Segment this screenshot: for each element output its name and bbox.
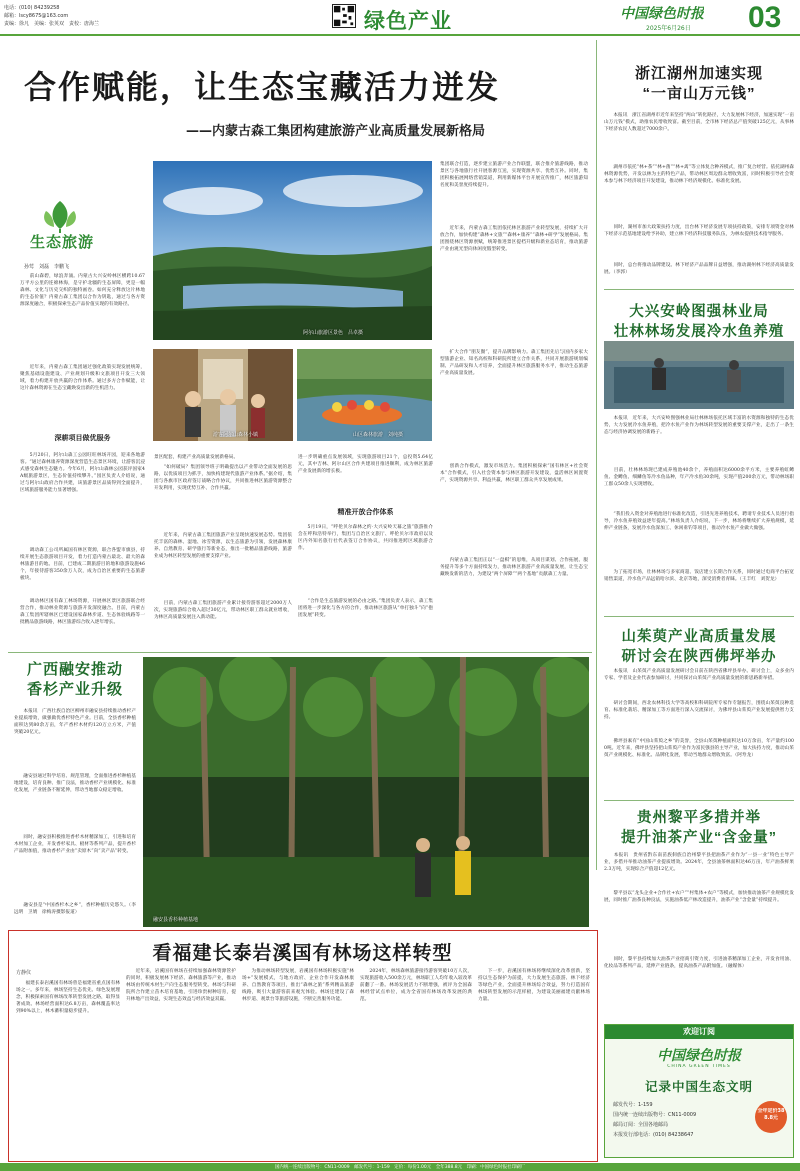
page-number: 03 [748,1,782,34]
daxinganling-p1: 本报讯 近年来，大兴安岭图强林业局壮林林场依托区域丰富的水资源和独特的生态优势，大力发展冷水鱼养殖，把冷水鱼产业作为林场转型发展的重要支撑产业，走出了一条生态与经济协调发展的新路子。 [604,416,794,436]
masthead-rule [0,34,800,36]
lead-photo-caption-1: 阿尔山旅游区景色 吕卓摄 [303,330,364,336]
ad-price: 全年定价388.8元 [757,1108,785,1121]
ecotourism-label: 生态旅游 [30,234,95,251]
guangxi-p3: 同时，融安县积极推进香杉木材精深加工，引进和培育木材加工企业，开发香杉家具、板材等系列产品，提升香杉产品附加值，推动香杉产业由“卖原木”向“卖产品”转变。 [14,835,136,855]
guangxi-photo-caption: 融安县香杉种植基地 [153,917,199,923]
lead-col2-p2: “如何破局？集团领导班子明确提出以产业带动全面发展的思路，以优质项目为抓手，加快构建现代旅游产业体系。”据介绍，集团与各旗市区政府签订战略合作协议，共同推进林区旅游资源整合开发利用，实现优势互补、合作共赢。 [154,465,292,492]
lead-col4-p3: 扩大合作“朋友圈”，提升品牌影响力。森工集团先后与国内多家大型旅游企业、知名高校和科研院所建立合作关系，共同开展旅游规划编制、产品研发和人才培养，全面提升林区旅游服务水平，推动生态旅游产业高质量发展。 [440,350,588,377]
daxinganling-headline-2: 壮林林场发展冷水鱼养殖 [613,324,785,340]
ecotourism-badge [20,195,130,255]
lead-subheadline: ——内蒙古森工集团构建旅游产业高质量发展新格局 [186,124,486,139]
section-title: 绿色产业 [364,10,452,33]
masthead-phone: 电话：(010) 84239258 [4,5,60,11]
shanzhuyu-p2: 研讨会期间，西北农林科技大学等高校和科研院所专家作专题报告，围绕山茱萸良种选育、标准化栽培、精深加工等方面进行深入交流探讨，为佛坪县山茱萸产业发展提供智力支持。 [604,701,794,721]
lead-col1-p2: 近年来，内蒙古森工集团通过强化政策实现发展统筹，聚焦基础设施建设、产业规划升级和文旅项目开发三大领域，着力构建开放共赢的合作体系。通过多方合作赋能，让这片森林资源在生态宝藏焕发出新的生机活力。 [20,365,145,392]
guangxi-headline-2: 香杉产业升级 [26,681,123,698]
guizhou-p2: 黎平县以“龙头企业+合作社+农户”“村集体+农户”等模式，加快推动油茶产业规模化发展，同时推广油茶良种良法，实施油茶低产林改造提升，油茶产业“含金量”持续提升。 [604,891,794,904]
daxinganling-headline-1: 大兴安岭图强林业局 [629,304,769,320]
masthead-editors: 责编：徐凡 美编：张英双 责校：唐海兰 [4,21,100,27]
guizhou-p1: 本报讯 贵州省黔东南苗族侗族自治州黎平县把油茶产业作为“一县一业”特色主导产业，多措并举推动油茶产业提质增效。2024年，全县油茶林面积达46万亩，年产油茶鲜果2.3万吨，实现综合产值超12亿元。 [604,853,794,873]
ad-line3: 本报发行部电话：(010) 84238647 [613,1132,694,1138]
ad-price-badge [755,1101,787,1133]
lead-col4-p5: 内蒙古森工集团正以“一盘棋”的思维，从项目谋划、合作拓展、服务提升等多个方面持续发力，推动林区旅游产业高质量发展，让生态宝藏焕发新的活力，为建设“两个屏障”“两个基地”贡献森工力量。 [440,558,588,578]
guangxi-p2: 融安县通过科学培育、规范管理，全面推进香杉种植基地建设，培育良种、推广良法，推动香杉产业规模化、标准化发展，产业链条不断延伸，带动当地群众稳定增收。 [14,774,136,794]
lead-photo-visitors [153,349,293,441]
lead-photo-rafting [297,349,432,441]
daxinganling-p2: 目前，壮林林场现已建成养殖池40余个，养殖面积达6000余平方米，主要养殖虹鳟鱼、金鳟鱼、细鳞鱼等冷水鱼品种，年产冷水鱼30余吨，实现产值200余万元，带动林场职工群众50余人实现增收。 [604,468,794,488]
zhejiang-p2: 湖州市依托“林+茶”“林+菌”“林+禽”等立体复合种养模式，推广复合经营。依托湖州森林资源优势，开发以林为主的特色产品，带动林区周边群众增收致富，同时积极引导社会资本参与林下经济项目开发建设，推动林下经济规模化、标准化发展。 [604,165,794,185]
daxinganling-p4: 为了拓宽市场，壮林林场与多家商超、饭店建立长期合作关系，同时通过电商平台拓宽销售渠道，冷水鱼产品远销哈尔滨、北京等地，深受消费者青睐。（王丰红 刘贺龙） [604,570,794,583]
guizhou-headline-2: 提升油茶产业“含金量” [621,830,777,846]
lead-col1-p5: 调动林区国有森工林场资源，开展林区景区旅游联合经营合作，推动林业资源与旅游开发深度融合。目前，内蒙古森工集团所辖林区已建设国家森林步道、生态体验线路等一批精品旅游线路，林区旅游综合收入逐年增长。 [20,599,145,626]
bottom-col3: 为推动林场转型发展，岩溪国有林场积极实施“林场+”发展模式，与地方政府、企业合作开发森林康养、自然教育等项目，推出“森林之旅”系列精品旅游线路，吸引大量游客前来观光体验。林场还建设了森林步道、观景台等旅游设施，不断完善服务功能。 [242,969,354,1003]
lead-col3-p2: 5月19日，“呼伦贝尔森林之约·大兴安岭天幕之旅”旅游推介会在呼和浩特举行，集团与自治区文旅厅、呼伦贝尔市政府以及区内外知名旅行社代表签订合作协议，共同推进跨区域旅游合作。 [298,525,433,552]
zhejiang-p3: 同时，湖州市加大政策扶持力度，出台林下经济发展专项扶持政策，安排专项资金对林下经济示范基地建设给予补助，建立林下经济科技服务队伍，为林农提供技术指导服务。 [604,225,794,238]
bottom-col1: 福建长泰岩溪国有林场曾是福建省重点国有林场之一。多年来，林场坚持生态优先、绿色发展理念，积极探索国有林场改革转型发展之路，取得显著成效。林场经营面积达6.8万亩，森林覆盖率达到90%以上，林木蓄积量稳步提升。 [16,981,120,1015]
guizhou-headline-1: 贵州黎平多措并举 [637,810,761,826]
lead-col4-p2: 近年来，内蒙古森工集团依托林区旅游产业转型发展，持续扩大开放合作，加快构建“森林+文旅”“森林+康养”“森林+研学”发展格局。集团围绕林区资源禀赋，统筹推进景区提档升级和新业态培育，推动旅游产业由观光型向休闲度假型转变。 [440,226,588,253]
ad-header: 欢迎订阅 [683,1027,715,1036]
lead-photo-caption-3: 山区森林旅游 刘纯摄 [353,432,404,438]
divider-right-2 [604,616,794,617]
zhejiang-p4: 同时，总台将推动品牌建设。林下经济产品品牌日益增强，推动湖州林下经济高质量发展。（李郭） [604,263,794,276]
bottom-headline: 看福建长泰岩溪国有林场这样转型 [152,943,453,964]
ad-line2: 邮局订阅：全国各地邮局 [613,1122,669,1128]
lead-byline: 孙莺 刘磊 李鹏飞 [24,264,70,270]
guangxi-p4: 融安县是“中国香杉木之乡”，香杉种植历史悠久。（李远明 卫婧 徐梅涛摄影报道） [14,903,136,916]
shanzhuyu-p1: 本报讯 山茱萸产业高质量发展研讨会日前在陕西省佛坪县举办。研讨会上，众多业内专家、学者及企业代表参加研讨，共同探讨山茱萸产业高质量发展的新思路新举措。 [604,669,794,682]
lead-col3-p1: 进一步明确重点发展领域，实现旅游项目21个，总投资5.64亿元，其中吉林、阿尔山区合作共建项目推进顺利，成为林区旅游产业发展新的增长极。 [298,455,433,475]
lead-col1-p1: 前山森碧，绿浪奔涌。内蒙古大兴安岭林区横跨10.67万平方公里的连绵林海，是守护北疆的生态屏障，更是一幅森林、文化与历史交织的独特画卷。如何充分释放这片林地的生态价值？内蒙古森工集团以合作为钥匙，通过与各方资源深度融合，积极探索生态产品价值实现的有效路径。 [20,274,145,308]
guangxi-headline-1: 广西融安推动 [26,661,123,678]
lead-photo-landscape [153,161,432,340]
shanzhuyu-headline-2: 研讨会在陕西佛坪举办 [621,649,777,665]
zhejiang-headline-2: “一亩山万元钱” [642,85,756,102]
masthead [0,0,800,36]
masthead-email: 邮箱：lscy8675@163.com [4,13,69,19]
divider-right-1 [604,289,794,290]
lead-col4-p4: 创新合作模式，激发市场活力。集团积极探索“国有林区+社会资本”合作模式，引入社会资本参与林区旅游开发建设，盘活林区闲置资产，实现资源共享、利益共赢，林区职工群众共享发展成果。 [440,464,588,484]
ad-slogan: 记录中国生态文明 [644,1080,753,1094]
lead-col2-p4: 目前，内蒙古森工集团旅游产业累计接待游客超过2000万人次，实现旅游综合收入超过30亿元，带动林区职工群众就业增收，为林区高质量发展注入新动能。 [154,601,292,621]
divider-right-3 [604,800,794,801]
bottom-byline: 方静仪 [16,970,32,976]
zhejiang-headline-1: 浙江湖州加速实现 [634,65,763,82]
lead-col2-p1: 景区配套，构建产业高质量发展新格局。 [154,455,239,460]
column-divider [596,40,597,870]
ad-line1: 国内统一连续出版物号：CN11-0009 [613,1112,697,1118]
lead-col2-p3: 近年来，内蒙古森工集团旅游产业呈现快速发展态势。集团依托丰富的森林、湿地、冰雪资源，以生态旅游为引领，发展森林康养、自然教育、研学旅行等新业态，推出一批精品旅游线路，旅游业成为林区转型发展的重要支撑产业。 [154,533,292,560]
masthead-date: 2025年6月26日 [646,25,691,32]
shanzhuyu-headline-1: 山茱萸产业高质量发展 [621,629,777,645]
lead-col3-section: 精准开放合作体系 [337,508,394,516]
subscription-ad [604,1024,794,1158]
guangxi-p1: 本报讯 广西壮族自治区柳州市融安县持续推动香杉产业提质增效，做强做优香杉特色产业。目前，全县香杉种植面积达到80余万亩，年产香杉木材约120万立方米，产值突破20亿元。 [14,709,136,736]
lead-headline: 合作赋能，让生态宝藏活力迸发 [24,69,501,105]
qr-code [332,4,356,28]
ad-paper-name: 中国绿色时报 [657,1048,741,1064]
fish-farm-photo [604,341,794,409]
shanzhuyu-p3: 佛坪县素有“中国山茱萸之乡”的美誉，全县山茱萸种植面积达10万余亩，年产量约1000吨。近年来，佛坪县坚持把山茱萸产业作为富民强县的主导产业，加大扶持力度，推动山茱萸产业规模化、标准化、品牌化发展，带动当地群众增收致富。（阿寿龙） [604,739,794,759]
footer-bar [0,1163,800,1171]
lead-col1-p3: 5月20日，阿尔山森工公园旺旺林场开园，迎来各地游客。“通过森林康养资源深度营造生态景区环境，让游客沉浸式感受森林生态魅力。今年6月，阿尔山森林公园获评国家4A级旅游景区，生态价值持续攀升。”园区负责人介绍说，通过与阿尔山政府合作共建，该旅游景区品质得到全面提升，区域旅游服务能力显著增强。 [20,453,145,494]
lead-photo-caption-2: 游客阿尔山森林小镇 [213,432,259,438]
bottom-col2: 近年来，岩溪国有林场在持续加强森林资源管护的同时，积极发展林下经济、森林旅游等产业，推动林场由传统木材生产向生态服务型转变。林场与科研院所合作建立苗木培育基地，引进珍贵树种培育，提升林地产出效益，实现生态效益与经济效益双赢。 [126,969,236,1003]
ad-paper-en: CHINA GREEN TIMES [667,1064,731,1069]
paper-logo: 中国绿色时报 [620,6,704,22]
footer-text: 国内统一连续出版物号：CN11-0009 邮发代号：1-159 定价：每份1.00元 全年388.8元 印刷：中国绿色时报社印刷厂 [274,1165,526,1170]
daxinganling-p3: “我们投入资金对养殖池进行标准化改造，引进先进养殖技术，聘请专业技术人员进行指导，冷水鱼养殖效益逐年提高。”林场负责人介绍说，下一步，林场将继续扩大养殖规模，延伸产业链条，发展冷水鱼深加工、休闲垂钓等项目，推动冷水鱼产业做大做强。 [604,512,794,532]
lead-col4-p1: 集团联合打造，逐步建立旅游产业合作联盟，联合推介旅游线路，推动景区与各地旅行社开展客源互送，实现资源共享、优势互补。同时，集团积极拓展网络营销渠道，利用新媒体平台开展宣传推广，林区旅游知名度和美誉度持续提升。 [440,162,588,189]
guizhou-p3: 同时，黎平县持续加大油茶产业招商引资力度，引进油茶精深加工企业，开发食用油、化妆品等系列产品，延伸产业链条，提高油茶产品附加值。（融媒体） [604,957,794,970]
ad-code: 邮发代号：1-159 [613,1102,653,1108]
lead-col1-section: 深耕项目做优服务 [54,434,111,442]
bottom-col4: 2024年，林场森林旅游接待游客突破10万人次，实现旅游收入500余万元，林场职工人均年收入较改革前翻了一番。林场发展活力不断增强，被评为全国森林经营试点单位，成为全省国有林场改革发展的典范。 [360,969,472,1003]
zhejiang-p1: 本报讯 浙江省湖州市近年来坚持“两山”转化路径，大力发展林下经济，加速实现“一亩山万元钱”模式，助推农民增收致富。截至目前，全市林下经济总产值突破125亿元，从事林下经济农民人数超过7000余户。 [604,113,794,133]
guangxi-photo [143,657,589,927]
lead-col1-p4: 调动森工公司所属国有林区资源，联合各盟市旗县，持续开展生态旅游项目开发，着力打造内蒙古最北、最大的森林旅游目的地。目前，已建成二期旅游目的地和旅游设施46个，年接待游客350余万人次，成为自治区重要的生态旅游板块。 [20,548,145,582]
bottom-col5: 下一步，岩溪国有林场将继续深化改革创新，坚持以生态保护为前提，大力发展生态旅游、林下经济等绿色产业，全面提升林场综合效益，努力打造国有林场转型发展的示范样板，为建设美丽福建贡献林场力量。 [478,969,590,1003]
lead-col3-p3: “合作是生态旅游发展的必由之路。”集团负责人表示，森工集团将进一步深化与各方的合作，推动林区旅游从“单打独斗”向“抱团发展”转变。 [298,599,433,619]
divider-guangxi [8,652,592,653]
